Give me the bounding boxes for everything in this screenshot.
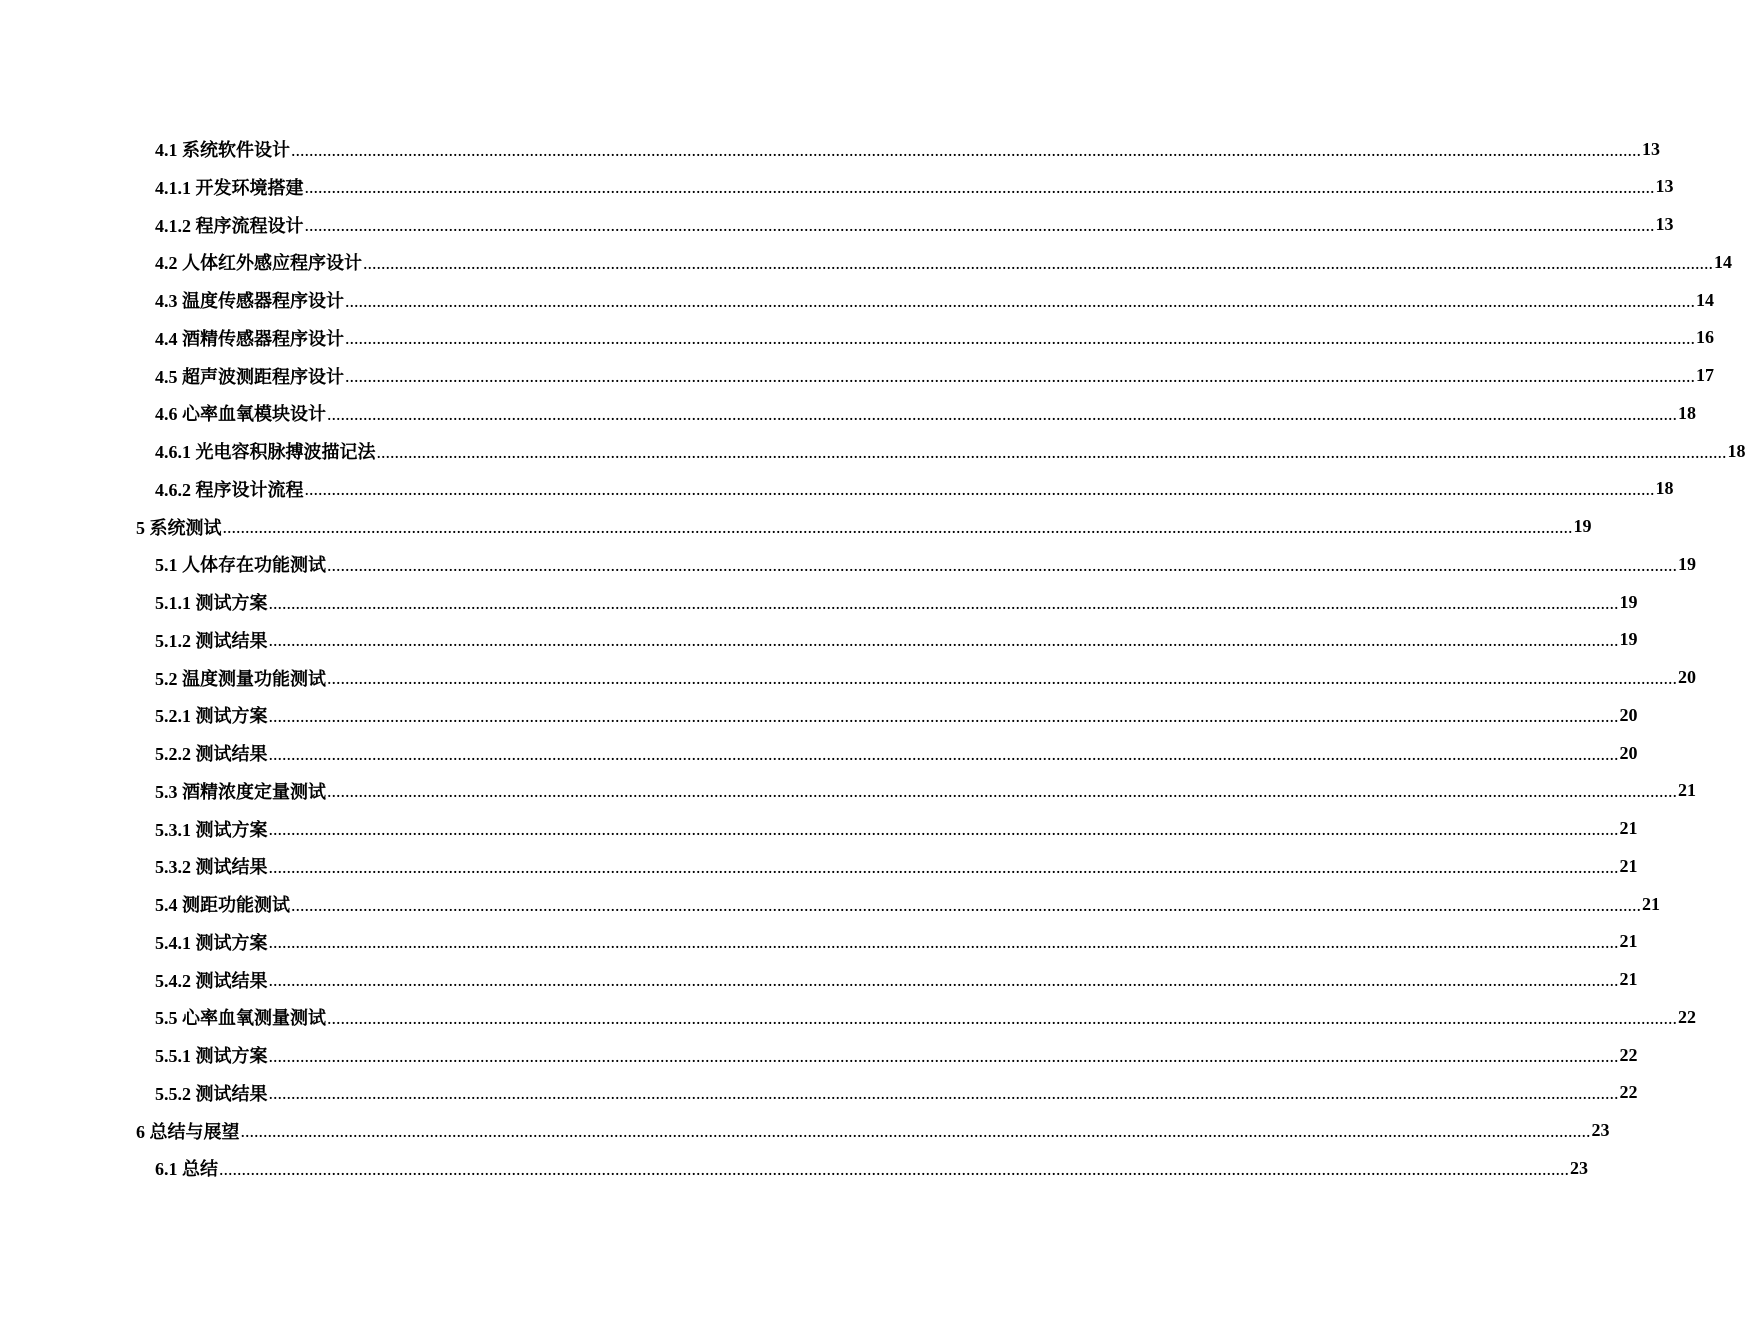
toc-entry-title — [155, 476, 304, 502]
toc-entry-number: 4.6.1 — [155, 442, 191, 462]
toc-entry-text: 测试结果 — [195, 1083, 268, 1104]
toc-entry-title — [155, 551, 326, 577]
toc-entry[interactable] — [155, 470, 1674, 508]
toc-entry-title — [155, 1004, 326, 1030]
toc-page-number: 23 — [1570, 1157, 1588, 1178]
toc-entry[interactable] — [155, 206, 1674, 244]
toc-dot-leader: ............................................................................................................................................................................................................................................................................................................ — [291, 139, 1641, 160]
toc-dot-leader: ............................................................................................................................................................................................................................................................................................................ — [327, 554, 1677, 575]
toc-entry-title — [155, 702, 268, 728]
toc-entry[interactable] — [155, 130, 1660, 168]
toc-entry-number: 5.1 — [155, 555, 178, 576]
toc-page-number: 22 — [1619, 1082, 1638, 1103]
toc-entry-title — [155, 438, 376, 464]
toc-entry-title — [155, 1155, 218, 1181]
toc-entry-number: 6.1 — [155, 1159, 178, 1180]
toc-dot-leader: ............................................................................................................................................................................................................................................................................................................ — [345, 290, 1695, 311]
toc-entry-number: 5.5.1 — [155, 1046, 191, 1066]
toc-page-number: 21 — [1642, 893, 1660, 914]
toc-entry-text: 酒精浓度定量测试 — [182, 781, 326, 802]
toc-entry-number: 6 — [136, 1121, 145, 1142]
toc-dot-leader: ............................................................................................................................................................................................................................................................................................................ — [240, 1121, 1591, 1141]
toc-entry[interactable] — [155, 772, 1696, 810]
toc-dot-leader: ............................................................................................................................................................................................................................................................................................................ — [304, 177, 1655, 198]
toc-dot-leader: ............................................................................................................................................................................................................................................................................................................ — [291, 894, 1641, 915]
toc-page-number: 20 — [1678, 667, 1696, 687]
toc-entry-text: 测试结果 — [195, 630, 268, 651]
toc-entry-text: 系统软件设计 — [182, 140, 290, 160]
toc-entry-text: 测试结果 — [195, 970, 268, 991]
toc-page-number: 19 — [1619, 629, 1638, 650]
toc-entry[interactable] — [136, 1112, 1610, 1150]
toc-entry[interactable] — [136, 508, 1592, 546]
toc-entry-text: 心率血氧测量测试 — [182, 1008, 326, 1029]
toc-entry[interactable] — [155, 1149, 1588, 1187]
toc-entry[interactable] — [155, 583, 1638, 621]
toc-entry-text: 开发环境搭建 — [195, 177, 304, 198]
toc-entry-title — [155, 1042, 268, 1068]
toc-entry-text: 测试方案 — [195, 932, 268, 953]
toc-page-number: 19 — [1619, 591, 1638, 612]
toc-dot-leader: ............................................................................................................................................................................................................................................................................................................ — [268, 932, 1619, 953]
toc-dot-leader: ............................................................................................................................................................................................................................................................................................................ — [327, 668, 1677, 688]
toc-entry[interactable] — [155, 659, 1696, 697]
toc-entry-number: 4.5 — [155, 366, 178, 387]
toc-entry-text: 超声波测距程序设计 — [182, 366, 344, 387]
toc-entry-title — [155, 853, 268, 879]
toc-dot-leader: ............................................................................................................................................................................................................................................................................................................ — [219, 1158, 1569, 1179]
toc-page-number: 14 — [1714, 251, 1732, 272]
toc-entry-title — [136, 514, 222, 540]
toc-page-number: 21 — [1619, 855, 1638, 876]
toc-dot-leader: ............................................................................................................................................................................................................................................................................................................ — [268, 1045, 1619, 1066]
toc-dot-leader: ............................................................................................................................................................................................................................................................................................................ — [268, 856, 1619, 877]
toc-entry-number: 5 — [136, 517, 145, 538]
toc-dot-leader: ............................................................................................................................................................................................................................................................................................................ — [327, 403, 1677, 424]
toc-entry-text: 测距功能测试 — [182, 895, 290, 915]
toc-dot-leader: ............................................................................................................................................................................................................................................................................................................ — [345, 366, 1695, 386]
toc-page-number: 19 — [1573, 516, 1592, 536]
toc-page-number: 17 — [1696, 365, 1714, 385]
toc-entry-number: 4.1.1 — [155, 177, 191, 198]
toc-page-number: 22 — [1619, 1044, 1638, 1065]
toc-entry-title — [155, 929, 268, 955]
toc-entry-number: 4.4 — [155, 328, 178, 349]
toc-entry-text: 酒精传感器程序设计 — [182, 328, 344, 349]
toc-entry[interactable] — [155, 734, 1638, 772]
toc-page-number: 23 — [1591, 1120, 1610, 1140]
toc-dot-leader: ............................................................................................................................................................................................................................................................................................................ — [268, 743, 1619, 764]
toc-entry-title — [155, 740, 268, 766]
toc-entry-text: 光电容积脉搏波描记法 — [195, 442, 376, 462]
toc-entry-number: 5.1.1 — [155, 593, 191, 613]
toc-entry-title — [155, 589, 268, 615]
toc-entry-number: 5.1.2 — [155, 630, 191, 651]
toc-entry-number: 5.3.2 — [155, 857, 191, 878]
toc-entry[interactable] — [155, 243, 1732, 281]
toc-entry-title — [155, 1080, 268, 1106]
toc-page-number: 16 — [1696, 327, 1714, 348]
toc-entry-title — [155, 816, 268, 842]
toc-entry[interactable] — [155, 394, 1696, 432]
toc-entry[interactable] — [155, 1036, 1638, 1074]
toc-page-number: 20 — [1619, 742, 1638, 763]
toc-entry[interactable] — [155, 357, 1714, 395]
toc-entry-number: 5.3.1 — [155, 819, 191, 840]
toc-dot-leader: ............................................................................................................................................................................................................................................................................................................ — [304, 479, 1655, 500]
toc-entry-text: 程序流程设计 — [195, 215, 304, 236]
toc-page-number: 21 — [1619, 931, 1638, 952]
toc-entry-number: 5.4.1 — [155, 932, 191, 953]
toc-page-number: 13 — [1655, 176, 1674, 197]
toc-entry-title — [155, 967, 268, 993]
toc-entry[interactable] — [155, 432, 1746, 470]
toc-dot-leader: ............................................................................................................................................................................................................................................................................................................ — [268, 592, 1619, 613]
toc-entry[interactable] — [155, 696, 1638, 734]
toc-page-number: 19 — [1678, 553, 1696, 574]
toc-entry-number: 5.5 — [155, 1008, 178, 1029]
toc-dot-leader: ............................................................................................................................................................................................................................................................................................................ — [268, 819, 1619, 839]
toc-entry-number: 4.1 — [155, 140, 178, 160]
toc-entry[interactable] — [155, 998, 1696, 1036]
toc-entry[interactable] — [155, 281, 1714, 319]
toc-entry-text: 温度测量功能测试 — [182, 668, 326, 689]
toc-entry-title — [155, 287, 344, 313]
toc-dot-leader: ............................................................................................................................................................................................................................................................................................................ — [268, 1083, 1619, 1104]
toc-entry-title — [155, 400, 326, 426]
toc-entry-number: 4.6.2 — [155, 479, 191, 500]
toc-entry-text: 测试方案 — [195, 819, 268, 840]
toc-entry-number: 5.2 — [155, 668, 178, 689]
toc-dot-leader: ............................................................................................................................................................................................................................................................................................................ — [268, 970, 1619, 990]
toc-entry-number: 4.6 — [155, 404, 178, 425]
toc-page-number: 21 — [1619, 818, 1638, 838]
toc-entry-number: 5.5.2 — [155, 1083, 191, 1104]
toc-entry[interactable] — [155, 923, 1638, 961]
toc-entry-text: 总结与展望 — [149, 1121, 240, 1142]
toc-dot-leader: ............................................................................................................................................................................................................................................................................................................ — [304, 215, 1655, 235]
toc-entry-number: 5.2.2 — [155, 744, 191, 764]
toc-entry-text: 温度传感器程序设计 — [182, 291, 344, 311]
toc-entry-title — [155, 249, 362, 275]
toc-page-number: 13 — [1655, 214, 1674, 234]
toc-entry-number: 4.2 — [155, 253, 178, 274]
toc-entry[interactable] — [155, 1074, 1638, 1112]
toc-entry-text: 测试方案 — [195, 593, 268, 613]
toc-entry-number: 4.3 — [155, 291, 178, 311]
toc-entry[interactable] — [155, 621, 1638, 659]
toc-entry-title — [155, 778, 326, 804]
toc-dot-leader: ............................................................................................................................................................................................................................................................................................................ — [222, 517, 1573, 537]
toc-entry-text: 系统测试 — [149, 517, 222, 538]
toc-entry-text: 心率血氧模块设计 — [182, 404, 326, 425]
toc-dot-leader: ............................................................................................................................................................................................................................................................................................................ — [363, 252, 1713, 273]
toc-page-number: 18 — [1655, 478, 1674, 499]
toc-dot-leader: ............................................................................................................................................................................................................................................................................................................ — [268, 630, 1619, 651]
toc-entry[interactable] — [155, 810, 1638, 848]
toc-entry-text: 测试结果 — [195, 744, 268, 764]
toc-dot-leader: ............................................................................................................................................................................................................................................................................................................ — [327, 1007, 1677, 1028]
toc-entry[interactable] — [155, 168, 1674, 206]
toc-page-number: 13 — [1642, 138, 1660, 159]
toc-page-number: 21 — [1619, 969, 1638, 989]
toc-entry-title — [155, 665, 326, 691]
toc-entry-text: 测试方案 — [195, 706, 268, 727]
toc-entry-title — [155, 174, 304, 200]
toc-entry-title — [136, 1118, 240, 1144]
toc-entry[interactable] — [155, 847, 1638, 885]
toc-entry-text: 总结 — [182, 1159, 218, 1180]
toc-entry-text: 人体红外感应程序设计 — [182, 253, 362, 274]
toc-page-number: 22 — [1678, 1006, 1696, 1027]
toc-entry-number: 4.1.2 — [155, 215, 191, 236]
toc-entry-title — [155, 891, 290, 917]
toc-dot-leader: ............................................................................................................................................................................................................................................................................................................ — [327, 781, 1677, 802]
toc-entry-text: 测试方案 — [195, 1046, 268, 1066]
toc-entry-text: 程序设计流程 — [195, 479, 304, 500]
toc-entry-text: 测试结果 — [195, 857, 268, 878]
toc-entry-title — [155, 363, 344, 389]
toc-entry-title — [155, 212, 304, 238]
toc-dot-leader: ............................................................................................................................................................................................................................................................................................................ — [345, 328, 1695, 349]
toc-entry[interactable] — [155, 319, 1714, 357]
toc-entry-number: 5.4.2 — [155, 970, 191, 991]
toc-entry[interactable] — [155, 961, 1638, 999]
toc-entry-text: 人体存在功能测试 — [182, 555, 326, 576]
toc-page-number: 14 — [1696, 289, 1714, 310]
toc-page-number: 18 — [1678, 402, 1696, 423]
toc-dot-leader: ............................................................................................................................................................................................................................................................................................................ — [376, 441, 1727, 462]
toc-entry-title — [155, 627, 268, 653]
toc-entry-number: 5.3 — [155, 781, 178, 802]
toc-page-number: 21 — [1678, 780, 1696, 801]
toc-entry-number: 5.4 — [155, 895, 178, 915]
toc-dot-leader: ............................................................................................................................................................................................................................................................................................................ — [268, 705, 1619, 726]
toc-entry-title — [155, 325, 344, 351]
toc-entry-number: 5.2.1 — [155, 706, 191, 727]
toc-entry[interactable] — [155, 885, 1660, 923]
toc-page-number: 18 — [1727, 440, 1746, 461]
toc-entry[interactable] — [155, 545, 1696, 583]
toc-page-number: 20 — [1619, 704, 1638, 725]
toc-entry-title — [155, 136, 290, 162]
